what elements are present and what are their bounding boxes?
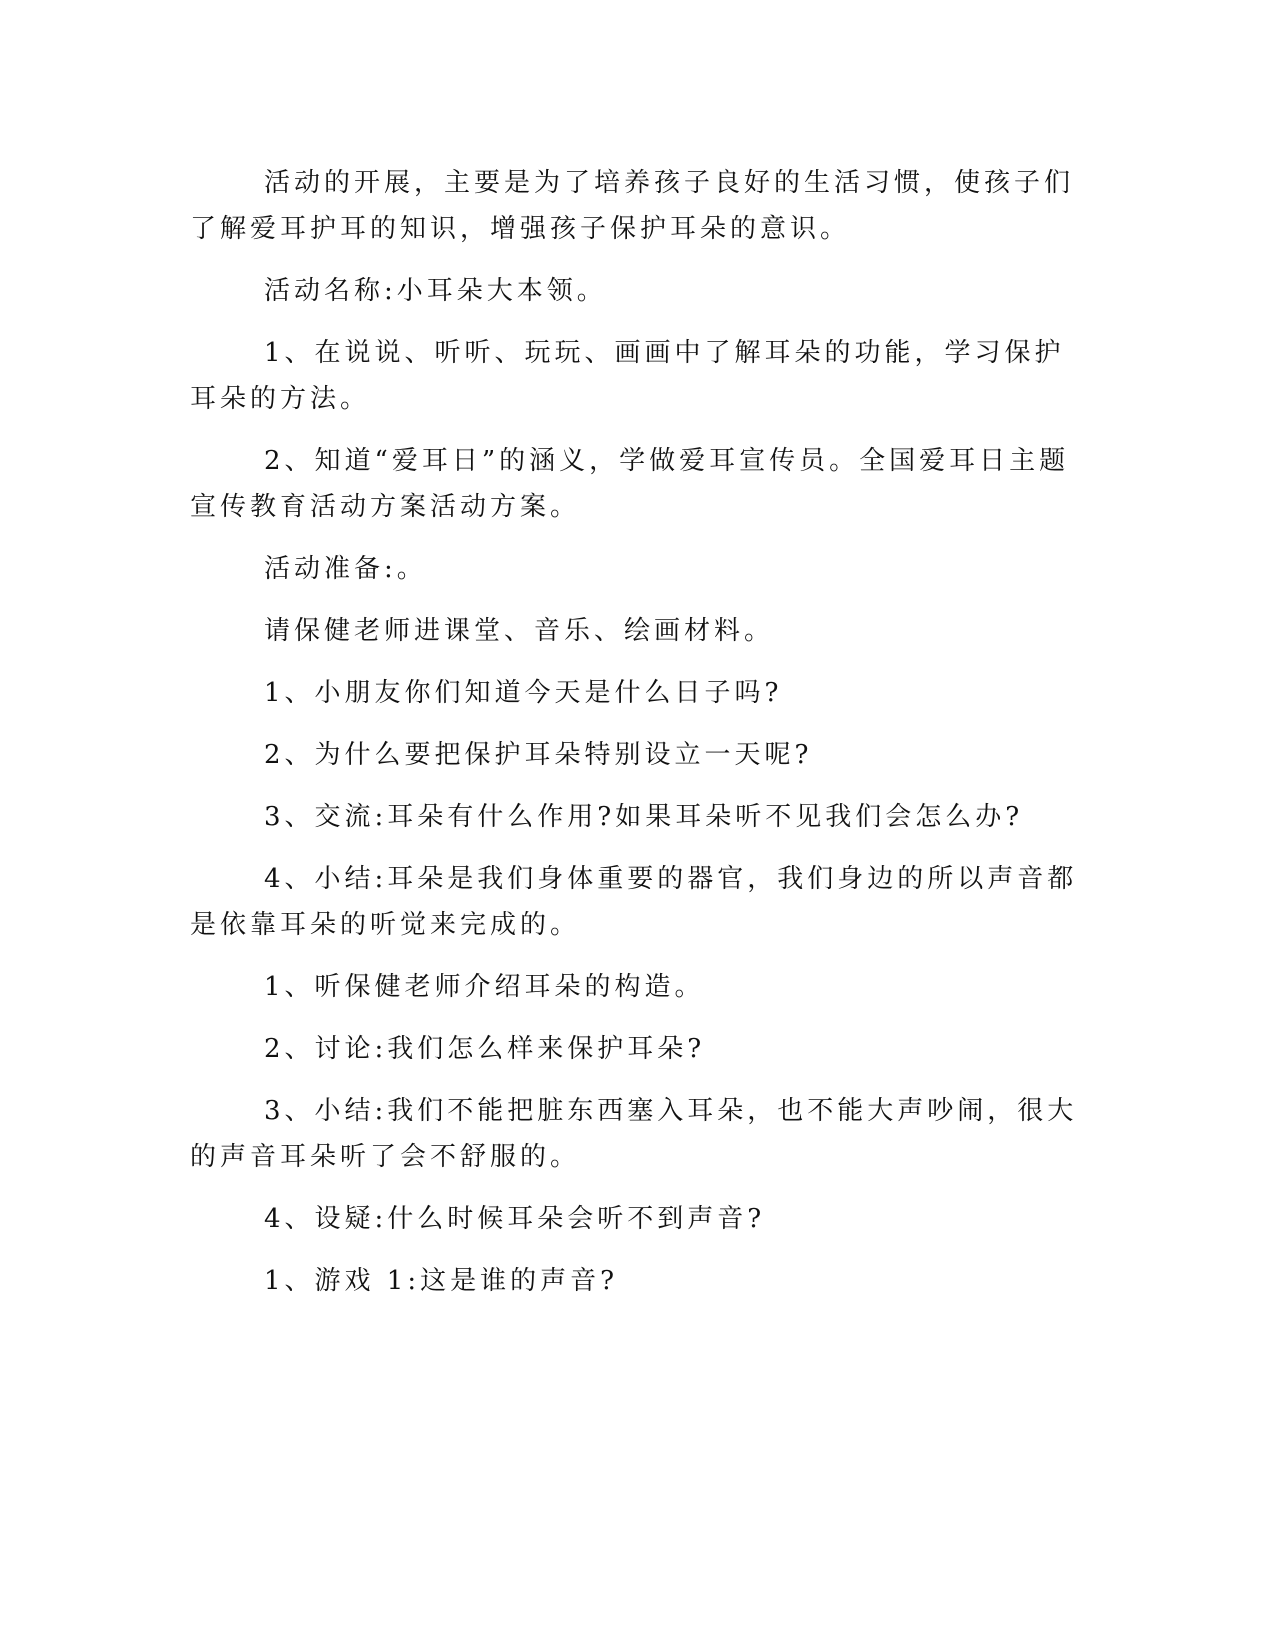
paragraph-activity-name: 活动名称:小耳朵大本领。	[264, 276, 607, 306]
document-body	[190, 160, 1080, 1320]
paragraph-preparation-heading: 活动准备:。	[264, 554, 427, 584]
paragraph-game-1: 1、游戏 1:这是谁的声音?	[264, 1266, 619, 1296]
paragraph-step-1: 1、小朋友你们知道今天是什么日子吗?	[264, 678, 783, 708]
paragraph-preparation: 请保健老师进课堂、音乐、绘画材料。	[264, 616, 775, 646]
paragraph-intro: 活动的开展，主要是为了培养孩子良好的生活习惯，使孩子们了解爱耳护耳的知识，增强孩子保护耳朵的意识。	[190, 168, 1075, 244]
paragraph-goal-2: 2、知道“爱耳日”的涵义，学做爱耳宣传员。全国爱耳日主题宣传教育活动方案活动方案。	[190, 446, 1070, 522]
paragraph-step-3: 3、交流:耳朵有什么作用?如果耳朵听不见我们会怎么办?	[264, 802, 1024, 832]
paragraph-goal-1: 1、在说说、听听、玩玩、画画中了解耳朵的功能，学习保护耳朵的方法。	[190, 338, 1065, 414]
paragraph-part2-step-3: 3、小结:我们不能把脏东西塞入耳朵，也不能大声吵闹，很大的声音耳朵听了会不舒服的。	[190, 1096, 1078, 1172]
paragraph-part2-step-4: 4、设疑:什么时候耳朵会听不到声音?	[264, 1204, 766, 1234]
paragraph-part2-step-1: 1、听保健老师介绍耳朵的构造。	[264, 972, 705, 1002]
paragraph-step-2: 2、为什么要把保护耳朵特别设立一天呢?	[264, 740, 813, 770]
paragraph-step-4: 4、小结:耳朵是我们身体重要的器官，我们身边的所以声音都是依靠耳朵的听觉来完成的。	[190, 864, 1078, 940]
paragraph-part2-step-2: 2、讨论:我们怎么样来保护耳朵?	[264, 1034, 706, 1064]
